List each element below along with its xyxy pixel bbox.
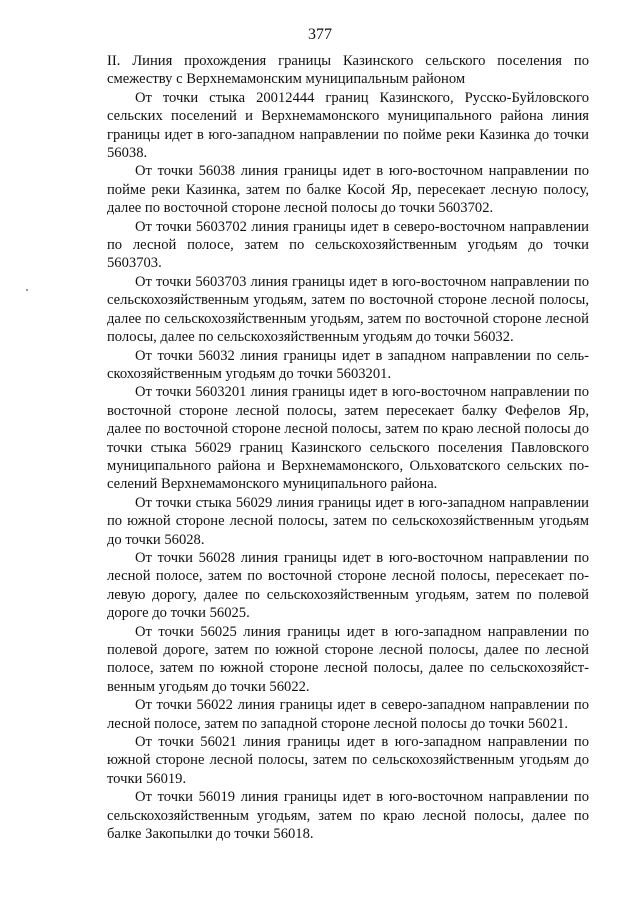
paragraph: От точки 56021 линия границы идет в юго-западном направлении по южной стороне лесной полосы, затем по сельскохозяйственным угодьям до точки 56019.: [107, 734, 589, 787]
paragraph: От точки 5603201 линия границы идет в юго-восточном направлении по восточной стороне лесной полосы, затем пересекает балку Фефелов Яр, далее по восточной стороне лесной полосы, затем по краю лесной полосы до точки стыка 56029 границ Казинского сельского поселения Павловского муниципального района и Верхнемамонского, Ольховатского сельских поселений Верхнемамонского муниципального района.: [107, 384, 589, 493]
section-heading: II. Линия прохождения границы Казинского сельского поселения по смежеству с Верхнемамонским муниципальным районом: [107, 53, 589, 88]
document-body: [107, 52, 589, 843]
paragraph: От точки стыка 20012444 границ Казинского, Русско-Буйловского сельских поселений и Верхнемамонского муниципального района линия границы идет в юго-западном направлении по пойме реки Казинка до точки 56038.: [107, 89, 589, 162]
paragraph: От точки 56038 линия границы идет в юго-восточном направлении по пойме реки Казинка, затем по балке Косой Яр, пересекает лесную полосу, далее по восточной стороне лесной полосы до точки 5603702.: [107, 163, 589, 217]
paragraph: От точки 56022 линия границы идет в северо-западном направлении по лесной полосе, затем по западной стороне лесной полосы до точки 56021.: [107, 697, 589, 732]
page-number: 377: [308, 26, 332, 43]
paragraph: От точки 5603703 линия границы идет в юго-восточном направлении по сельскохозяйственным угодьям, затем по восточной стороне лесной полосы, далее по сельскохозяйственным угодьям, затем по восточной стороне лесной полосы, далее по сельскохозяйственным угодьям до точки 56032.: [107, 273, 589, 346]
paragraph: От точки 5603702 линия границы идет в северо-восточном направлении по лесной полосе, затем по сельскохозяйственным угодьям до точки 5603703.: [107, 218, 589, 272]
paragraph: От точки стыка 56029 линия границы идет в юго-западном направлении по южной стороне лесной полосы, затем по сельскохозяйственным угодьям до точки 56028.: [107, 494, 589, 548]
paragraph: От точки 56028 линия границы идет в юго-восточном направлении по лесной полосе, затем по восточной стороне лесной полосы, пересекает полевую дорогу, далее по сельскохозяйственным угодьям, затем по полевой дороге до точки 56025.: [107, 549, 589, 622]
paragraph: От точки 56019 линия границы идет в юго-восточном направлении по сельскохозяйственным угодьям, затем по краю лесной полосы, далее по балке Закопылки до точки 56018.: [107, 789, 589, 843]
paragraph: От точки 56025 линия границы идет в юго-западном направлении по полевой дороге, затем по южной стороне лесной полосы, далее по лесной полосе, затем по южной стороне лесной полосы, далее по сельскохозяйственным угодьям до точки 56022.: [107, 623, 589, 695]
paragraph: От точки 56032 линия границы идет в западном направлении по сельскохозяйственным угодьям до точки 5603201.: [107, 347, 589, 382]
margin-speck: [26, 289, 28, 291]
